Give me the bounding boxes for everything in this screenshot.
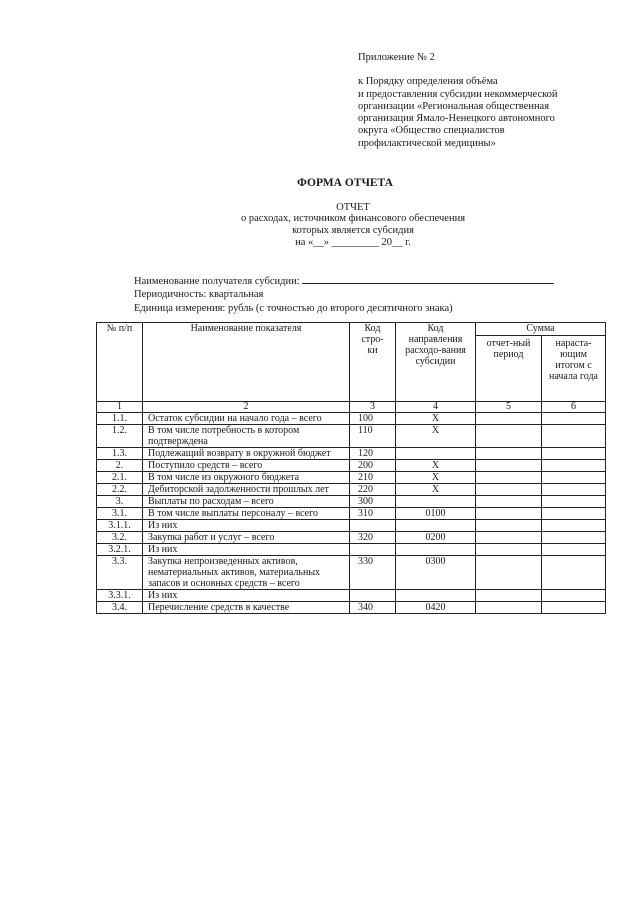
appendix-line: округа «Общество специалистов [358,125,505,137]
appendix-line: организации «Региональная общественная [358,100,550,112]
row-num: 2.2. [97,484,143,496]
row-cumulative-value[interactable] [542,544,606,556]
date-mid: » [323,237,332,248]
date-day-blank: __ [313,237,324,248]
row-period-value[interactable] [476,448,542,460]
row-period-value[interactable] [476,544,542,556]
appendix-title: Приложение № 2 [358,52,435,63]
row-name: Из них [143,544,350,556]
table-row [97,602,606,614]
table-row [97,448,606,460]
row-cumulative-value[interactable] [542,556,606,590]
row-code: 110 [350,425,396,448]
row-direction [396,448,476,460]
periodicity-line: Периодичность: квартальная [134,289,264,300]
row-name: Перечисление средств в качестве [143,602,350,614]
table-row [97,496,606,508]
row-period-value[interactable] [476,520,542,532]
row-name: Дебиторской задолженности прошлых лет [143,484,350,496]
row-direction: X [396,460,476,472]
table-row [97,556,606,590]
appendix-line: к Порядку определения объёма [358,76,498,88]
row-cumulative-value[interactable] [542,460,606,472]
row-direction [396,496,476,508]
row-num: 1.2. [97,425,143,448]
row-name: Выплаты по расходам – всего [143,496,350,508]
row-code: 100 [350,413,396,425]
row-direction: 0300 [396,556,476,590]
row-num: 2. [97,460,143,472]
row-period-value[interactable] [476,472,542,484]
row-direction: 0200 [396,532,476,544]
col-num-1: 1 [97,402,143,413]
column-number-row [97,402,606,413]
col-num-2: 2 [143,402,350,413]
row-cumulative-value[interactable] [542,508,606,520]
row-period-value[interactable] [476,496,542,508]
table-row [97,508,606,520]
row-period-value[interactable] [476,532,542,544]
report-subtitle-line1: о расходах, источником финансового обеспечения [240,213,466,224]
row-direction: X [396,413,476,425]
row-num: 3.1. [97,508,143,520]
col-num-4: 4 [396,402,476,413]
row-cumulative-value[interactable] [542,425,606,448]
row-code: 120 [350,448,396,460]
table-row [97,460,606,472]
table-row [97,484,606,496]
row-code: 330 [350,556,396,590]
date-suffix: г. [402,237,411,248]
row-name: Закупка работ и услуг – всего [143,532,350,544]
header-cumulative: нараста-ющим итогом с начала года [542,336,606,402]
header-period: отчет-ный период [476,336,542,402]
row-name: Подлежащий возврату в окружной бюджет [143,448,350,460]
date-month-blank: _________ [331,237,379,248]
header-code: Код стро-ки [350,323,396,402]
row-cumulative-value[interactable] [542,520,606,532]
header-direction: Код направления расходо-вания субсидии [396,323,476,402]
row-name: В том числе потребность в котором подтверждена [143,425,350,448]
row-code: 340 [350,602,396,614]
row-num: 3.2.1. [97,544,143,556]
row-direction: 0420 [396,602,476,614]
row-num: 1.1. [97,413,143,425]
row-num: 2.1. [97,472,143,484]
header-sum: Сумма [476,323,606,336]
appendix-header [358,52,558,150]
table-row [97,413,606,425]
row-num: 3.1.1. [97,520,143,532]
row-cumulative-value[interactable] [542,413,606,425]
row-period-value[interactable] [476,556,542,590]
appendix-line: организация Ямало-Ненецкого автономного [358,113,555,125]
appendix-line: профилактической медицины» [358,137,496,149]
row-period-value[interactable] [476,602,542,614]
table-row [97,425,606,448]
row-period-value[interactable] [476,460,542,472]
row-num: 3.4. [97,602,143,614]
report-title: ОТЧЕТ [336,202,370,213]
table-row [97,520,606,532]
col-num-5: 5 [476,402,542,413]
recipient-line [134,274,554,289]
row-period-value[interactable] [476,508,542,520]
row-direction: X [396,484,476,496]
recipient-fill-line [302,274,554,284]
recipient-label: Наименование получателя субсидии: [134,276,300,287]
row-cumulative-value[interactable] [542,602,606,614]
row-code [350,590,396,602]
row-direction [396,544,476,556]
row-cumulative-value[interactable] [542,448,606,460]
row-code: 200 [350,460,396,472]
row-name: В том числе выплаты персоналу – всего [143,508,350,520]
row-code: 210 [350,472,396,484]
date-year-blank: __ [392,237,403,248]
table-row [97,532,606,544]
row-code: 320 [350,532,396,544]
row-period-value[interactable] [476,413,542,425]
row-period-value[interactable] [476,590,542,602]
row-name: Из них [143,520,350,532]
row-num: 1.3. [97,448,143,460]
table-row [97,544,606,556]
row-num: 3.3.1. [97,590,143,602]
row-cumulative-value[interactable] [542,590,606,602]
unit-line: Единица измерения: рубль (с точностью до второго десятичного знака) [134,303,453,314]
report-table [96,322,606,614]
appendix-line: и предоставления субсидии некоммерческой [358,88,558,100]
row-direction: X [396,425,476,448]
row-direction: 0100 [396,508,476,520]
row-direction [396,590,476,602]
table-row [97,472,606,484]
row-name: Поступило средств – всего [143,460,350,472]
report-subtitle-line2: которых является субсидия [292,225,414,236]
date-year-prefix: 20 [378,237,393,248]
row-cumulative-value[interactable] [542,472,606,484]
row-code: 300 [350,496,396,508]
row-period-value[interactable] [476,484,542,496]
col-num-3: 3 [350,402,396,413]
row-num: 3.2. [97,532,143,544]
row-num: 3.3. [97,556,143,590]
row-direction [396,520,476,532]
header-num: № п/п [97,323,143,402]
header-name: Наименование показателя [143,323,350,402]
row-cumulative-value[interactable] [542,484,606,496]
row-name: Закупка непроизведенных активов, нематериальных активов, материальных запасов и основных средств – всего [143,556,350,590]
row-cumulative-value[interactable] [542,532,606,544]
row-cumulative-value[interactable] [542,496,606,508]
row-name: В том числе из окружного бюджета [143,472,350,484]
row-direction: X [396,472,476,484]
row-period-value[interactable] [476,425,542,448]
row-code [350,520,396,532]
row-code [350,544,396,556]
row-name: Остаток субсидии на начало года – всего [143,413,350,425]
row-code: 220 [350,484,396,496]
row-code: 310 [350,508,396,520]
report-date-line [0,237,640,249]
row-name: Из них [143,590,350,602]
form-title: ФОРМА ОТЧЕТА [297,177,393,189]
table-row [97,590,606,602]
col-num-6: 6 [542,402,606,413]
date-prefix: на « [295,237,314,248]
row-num: 3. [97,496,143,508]
